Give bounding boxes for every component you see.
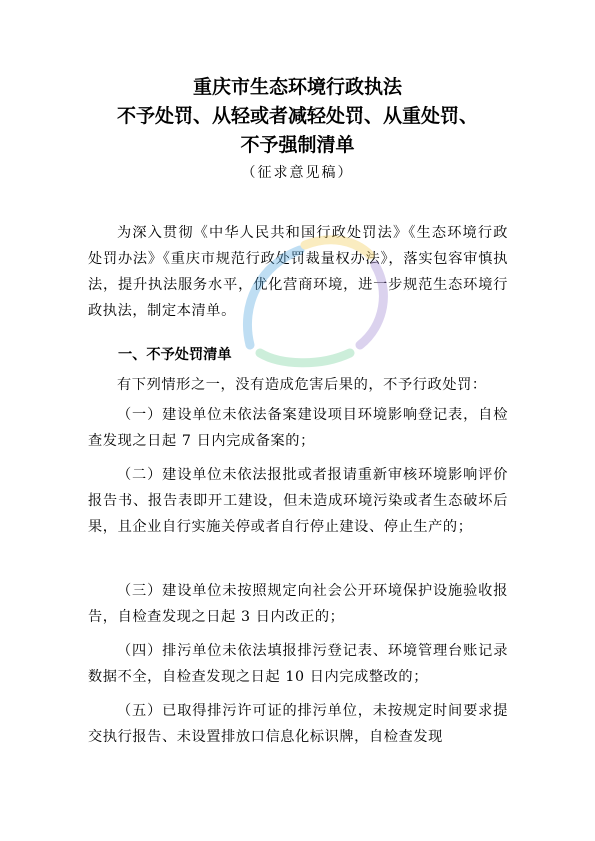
list-item-1: （一）建设单位未依法备案建设项目环境影响登记表，自检查发现之日起 7 日内完成备案的； [88,407,508,449]
document-title-line-2: 不予处罚、从轻或者减轻处罚、从重处罚、 [116,105,478,127]
list-item-4: （四）排污单位未依法填报排污登记表、环境管理台账记录数据不全，自检查发现之日起 10 日内完成整改的； [88,643,508,685]
section-lead-paragraph: 有下列情形之一，没有造成危害后果的，不予行政处罚： [117,377,487,393]
document-subtitle: （征求意见稿） [241,165,354,181]
document-title-line-1: 重庆市生态环境行政执法 [192,76,402,98]
list-item-3: （三）建设单位未按照规定向社会公开环境保护设施验收报告，自检查发现之日起 3 日内改正的； [88,583,508,625]
document-title-line-3: 不予强制清单 [240,134,355,156]
list-item-5: （五）已取得排污许可证的排污单位，未按规定时间要求提交执行报告、未设置排放口信息化标识牌，自检查发现 [88,703,508,745]
intro-paragraph: 为深入贯彻《中华人民共和国行政处罚法》《生态环境行政处罚办法》《重庆市规范行政处罚裁量权办法》，落实包容审慎执法，提升执法服务水平，优化营商环境，进一步规范生态环境行政执法，制定本清单。 [88,225,508,319]
section-heading: 一、不予处罚清单 [118,347,232,363]
list-item-2: （二）建设单位未依法报批或者报请重新审核环境影响评价报告书、报告表即开工建设，但未造成环境污染或者生态破坏后果，且企业自行实施关停或者自行停止建设、停止生产的； [88,467,508,535]
